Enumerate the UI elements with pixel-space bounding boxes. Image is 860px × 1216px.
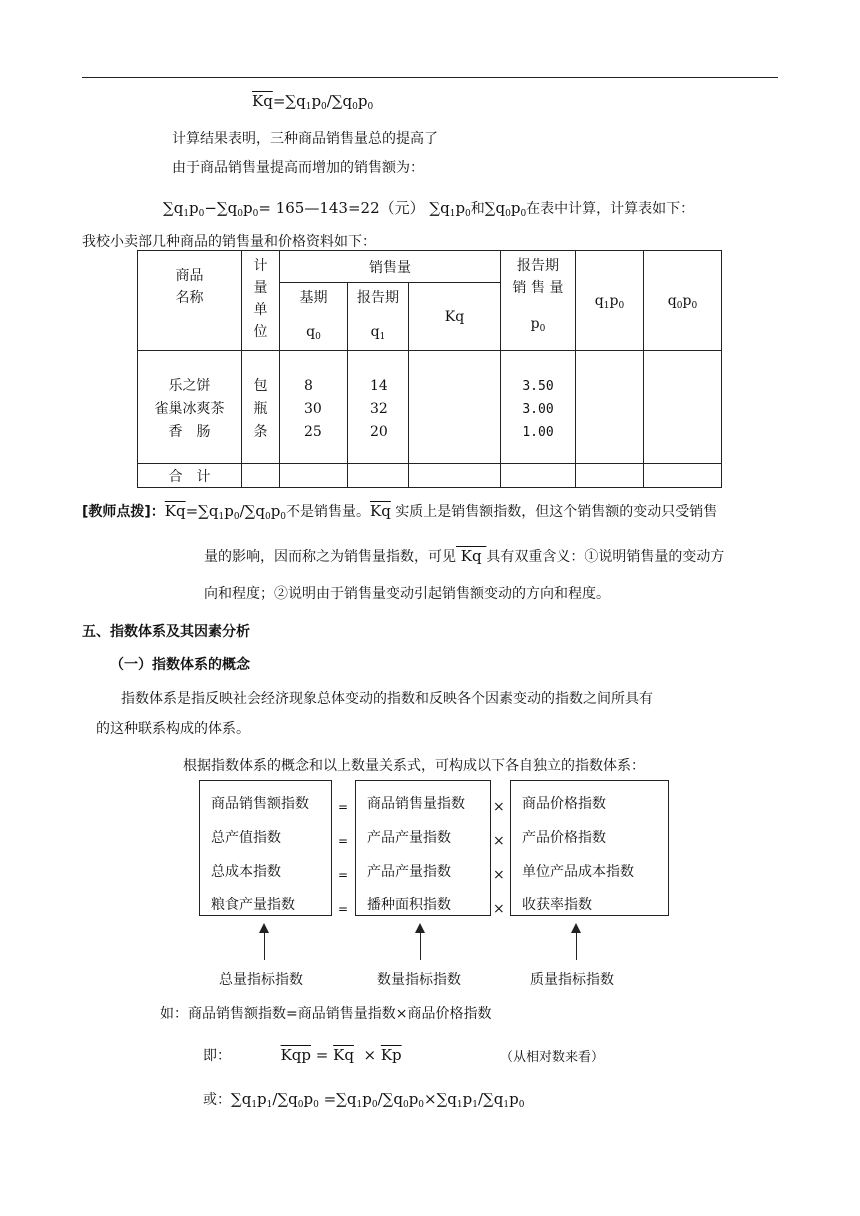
arrow-shaft bbox=[420, 932, 421, 960]
label-quantity: 数量指标指数 bbox=[377, 972, 461, 988]
tip-line-2: 量的影响，因而称之为销售量指数，可见 Kq 具有双重含义：①说明销售量的变动方 bbox=[204, 547, 725, 565]
list-item: 雀巢冰爽茶 bbox=[154, 401, 225, 417]
increase-text: 由于商品销售量提高而增加的销售额为： bbox=[172, 160, 424, 176]
label-total: 总量指标指数 bbox=[219, 972, 303, 988]
list-item: 乐之饼 bbox=[168, 378, 211, 394]
col-p0: 3.50 3.00 1.00 bbox=[501, 351, 576, 464]
header-report: 报告期 $q_1$ bbox=[348, 283, 409, 351]
box-quantity-indices: 商品销售量指数 产品产量指数 产品产量指数 播种面积指数 bbox=[355, 780, 491, 916]
para-2: 的这种联系构成的体系。 bbox=[96, 721, 250, 737]
box-quality-indices: 商品价格指数 产品价格指数 单位产品成本指数 收获率指数 bbox=[510, 780, 669, 916]
ji-formula: 即： $\overline{Kqp} = \overline{Kq} \times \overline{Kp}$ bbox=[203, 1046, 402, 1064]
total-label: 合 计 bbox=[138, 464, 242, 488]
subsection-heading: （一）指数体系的概念 bbox=[110, 657, 250, 673]
col-kq bbox=[409, 351, 501, 464]
col-q1p0 bbox=[576, 351, 644, 464]
huo-formula: 或：$\sum q_1p_1/\sum q_0p_0 =\sum q_1p_0/\sum q_0p_0\times\sum q_1p_1/\sum q_1p_0$ bbox=[203, 1090, 525, 1110]
relative-note: （从相对数来看） bbox=[500, 1050, 605, 1065]
times-signs: × × × × bbox=[493, 799, 505, 917]
label-quality: 质量指标指数 bbox=[530, 972, 614, 988]
box-total-indices: 商品销售额指数 总产值指数 总成本指数 粮食产量指数 bbox=[199, 780, 332, 916]
para-1: 指数体系是指反映社会经济现象总体变动的指数和反映各个因素变动的指数之间所具有 bbox=[121, 691, 653, 707]
arrow-shaft bbox=[264, 932, 265, 960]
header-unit: 计 量 单 位 bbox=[242, 251, 280, 351]
header-name: 商品 名称 bbox=[138, 251, 242, 351]
equals-signs: = = = = bbox=[338, 800, 349, 916]
header-rule bbox=[82, 77, 778, 78]
intro-text: 我校小卖部几种商品的销售量和价格资料如下： bbox=[82, 234, 376, 250]
col-units: 包 瓶 条 bbox=[242, 351, 280, 464]
arrow-shaft bbox=[576, 932, 577, 960]
tip-line-3: 向和程度；②说明由于销售量变动引起销售额变动的方向和程度。 bbox=[204, 586, 610, 602]
list-item: 香 肠 bbox=[168, 424, 211, 440]
col-q0: 8 30 25 bbox=[280, 351, 348, 464]
header-kq: Kq bbox=[409, 283, 501, 351]
sales-table bbox=[137, 250, 722, 488]
header-base: 基期 $q_0$ bbox=[280, 283, 348, 351]
calc-formula: $\sum q_1p_0-\sum q_0p_0=$ 165—143=22（元） $\sum q_1p_0$和$\sum q_0p_0$在表中计算，计算表如下： bbox=[163, 199, 695, 219]
para-3: 根据指数体系的概念和以上数量关系式，可构成以下各自独立的指数体系： bbox=[183, 758, 645, 774]
header-sales: 销售量 bbox=[280, 251, 501, 283]
top-formula: $\overline{Kq}=\sum q_1p_0/\sum q_0p_0$ bbox=[252, 92, 374, 112]
result-text: 计算结果表明，三种商品销售量总的提高了 bbox=[172, 131, 438, 147]
header-q0p0: $q_0p_0$ bbox=[644, 251, 722, 351]
tip-line-1: [教师点拨]：$\overline{Kq}=\sum q_1p_0/\sum q_0p_0$不是销售量。$\overline{Kq}$ 实质上是销售额指数，但这个销售额的变动只受销售 bbox=[82, 502, 718, 522]
example-line: 如：商品销售额指数=商品销售量指数×商品价格指数 bbox=[160, 1006, 492, 1022]
section-heading: 五、指数体系及其因素分析 bbox=[82, 624, 250, 640]
header-q1p0: $q_1p_0$ bbox=[576, 251, 644, 351]
col-names bbox=[138, 351, 242, 464]
header-price: 报告期 销 售 量 $p_0$ bbox=[501, 251, 576, 351]
col-q0p0 bbox=[644, 351, 722, 464]
col-q1: 14 32 20 bbox=[348, 351, 409, 464]
